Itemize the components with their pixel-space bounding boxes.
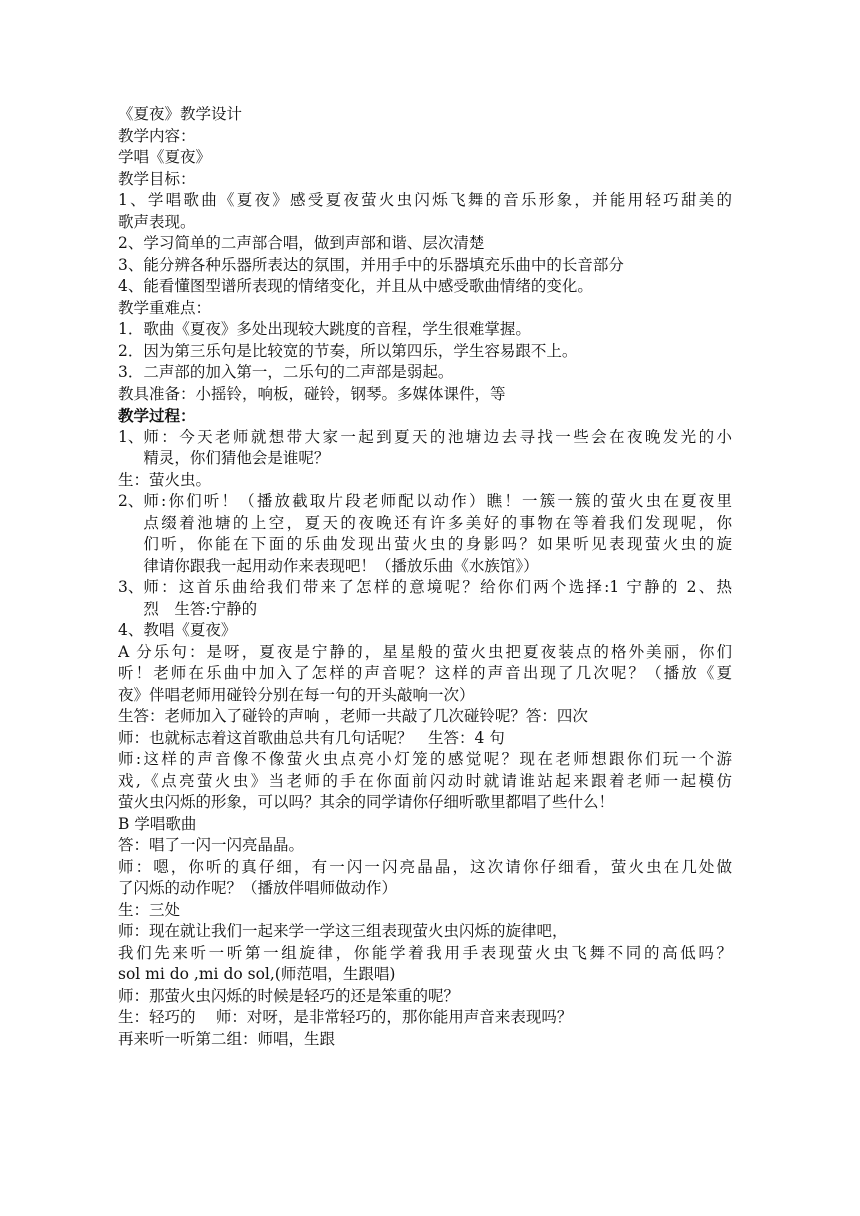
- section-a-line-8: 萤火虫闪烁的形象，可以吗？其余的同学请你仔细听歌里都唱了些什么！: [118, 793, 615, 811]
- item-number: 2、: [118, 492, 144, 510]
- section-b-line-7: sol mi do ,mi do sol,(师范唱，生跟唱): [118, 965, 396, 983]
- section-a-line-3: 夜》伴唱老师用碰铃分别在每一句的开头敲响一次）: [118, 685, 475, 704]
- section-b-line-5: 师：现在就让我们一起来学一学这三组表现萤火虫闪烁的旋律吧，: [118, 922, 568, 940]
- item-number: 3、: [118, 578, 144, 596]
- goals-heading: 教学目标：: [118, 169, 196, 188]
- section-b-line-9: 生：轻巧的 师：对呀，是非常轻巧的，那你能用声音来表现吗？: [118, 1008, 573, 1026]
- process-item-4: 4、教唱《夏夜》: [118, 621, 237, 639]
- process-item-1: [118, 427, 732, 470]
- section-b-line-10: 再来听一听第二组：师唱，生跟: [118, 1029, 336, 1048]
- tools-line: 教具准备：小摇铃，响板，碰铃，钢琴。多媒体课件，等: [118, 384, 506, 403]
- section-b-heading: B 学唱歌曲: [118, 814, 197, 833]
- item-line: 精灵，你们猜他会是谁呢？: [143, 449, 330, 467]
- key-point-1: 1．歌曲《夏夜》多处出现较大跳度的音程，学生很难掌握。: [118, 320, 531, 338]
- item-line: 烈 生答:宁静的: [143, 599, 258, 618]
- goal-4: 4、能看懂图型谱所表现的情绪变化，并且从中感受歌曲情绪的变化。: [118, 277, 593, 295]
- section-b-line-6: 我们先来听一听第一组旋律，你能学着我用手表现萤火虫飞舞不同的高低吗？: [118, 943, 732, 962]
- content-heading: 教学内容：: [118, 126, 196, 145]
- item-line: 们听，你能在下面的乐曲发现出萤火虫的身影吗？如果听见表现萤火虫的旋: [143, 535, 732, 553]
- item-line: 师：今天老师就想带大家一起到夏天的池塘边去寻找一些会在夜晚发光的小: [143, 427, 732, 446]
- document-body: [118, 104, 732, 1050]
- section-a-line-5: 师：也就标志着这首歌曲总共有几句话呢？ 生答：4 句: [118, 728, 505, 747]
- item-line: 师：这首乐曲给我们带来了怎样的意境呢？给你们两个选择:1 宁静的 2、热: [143, 578, 732, 596]
- goal-2: 2、学习简单的二声部合唱，做到声部和谐、层次清楚: [118, 234, 485, 252]
- goal-3: 3、能分辨各种乐器所表达的氛围，并用手中的乐器填充乐曲中的长音部分: [118, 255, 624, 274]
- student-answer-1: 生：萤火虫。: [118, 470, 212, 489]
- goal-1-line-2: 歌声表现。: [118, 212, 196, 231]
- item-line: 师:你们听！（播放截取片段老师配以动作）瞧！一簇一簇的萤火虫在夏夜里: [143, 492, 732, 510]
- goal-1-line-1: 1、学唱歌曲《夏夜》感受夏夜萤火虫闪烁飞舞的音乐形象，并能用轻巧甜美的: [118, 191, 732, 209]
- document-title: 《夏夜》教学设计: [118, 105, 243, 123]
- content-text: 学唱《夏夜》: [118, 148, 212, 166]
- section-a-line-4: 生答：老师加入了碰铃的声响 ，老师一共敲了几次碰铃呢？答：四次: [118, 707, 588, 725]
- key-heading: 教学重难点：: [118, 298, 212, 317]
- section-b-line-1: 答：唱了一闪一闪亮晶晶。: [118, 836, 305, 854]
- section-a-line-6: 师:这样的声音像不像萤火虫点亮小灯笼的感觉呢？现在老师想跟你们玩一个游: [118, 750, 732, 768]
- key-point-2: 2．因为第三乐句是比较宽的节奏，所以第四乐，学生容易跟不上。: [118, 341, 578, 360]
- process-item-2: [118, 491, 732, 577]
- item-line: 点缀着池塘的上空，夏天的夜晚还有许多美好的事物在等着我们发现呢，你: [143, 513, 732, 532]
- item-number: 1、: [118, 427, 144, 446]
- section-a-line-7: 戏,《点亮萤火虫》当老师的手在你面前闪动时就请谁站起来跟着老师一起模仿: [118, 771, 732, 790]
- item-line: 律请你跟我一起用动作来表现吧！（播放乐曲《水族馆》）: [143, 556, 539, 575]
- section-a-line-1: A 分乐句：是呀，夏夜是宁静的，星星般的萤火虫把夏夜装点的格外美丽，你们: [118, 642, 732, 661]
- section-b-line-8: 师：那萤火虫闪烁的时候是轻巧的还是笨重的呢？: [118, 986, 460, 1005]
- section-b-line-2: 师：嗯，你听的真仔细，有一闪一闪亮晶晶，这次请你仔细看，萤火虫在几处做: [118, 857, 732, 876]
- section-b-line-3: 了闪烁的动作呢？（播放伴唱师做动作）: [118, 879, 398, 897]
- key-point-3: 3．二声部的加入第一，二乐句的二声部是弱起。: [118, 363, 454, 381]
- section-b-line-4: 生：三处: [118, 900, 181, 919]
- process-heading: 教学过程：: [118, 406, 196, 425]
- process-item-3: [118, 577, 732, 620]
- section-a-line-2: 听！老师在乐曲中加入了怎样的声音呢？这样的声音出现了几次呢？（播放《夏: [118, 664, 732, 682]
